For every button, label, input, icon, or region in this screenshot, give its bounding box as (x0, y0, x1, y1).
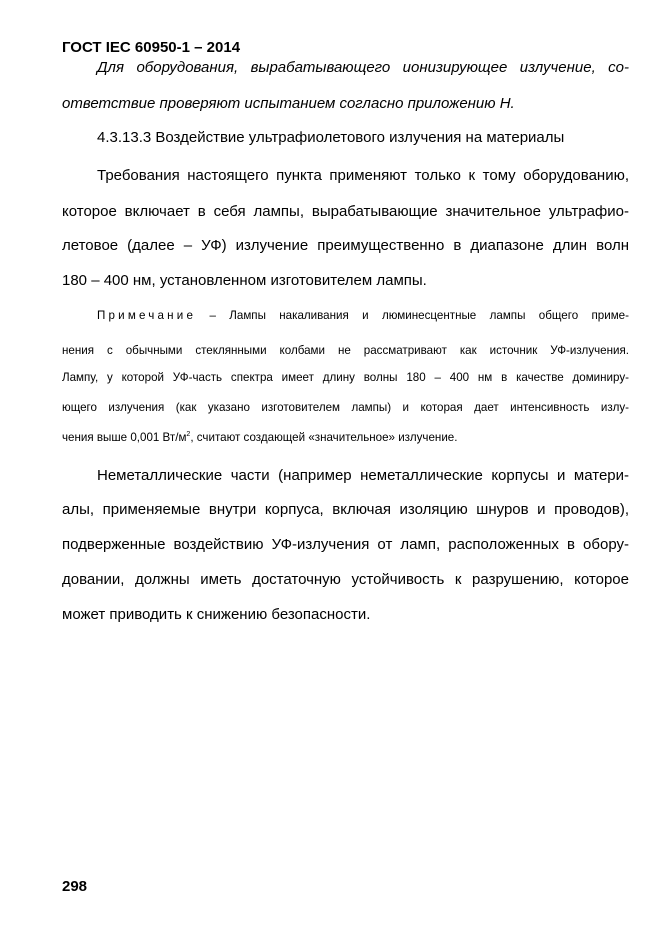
paragraph-2-line-2: которое включает в себя лампы, вырабатывающие значительное ультрафио- (62, 203, 629, 220)
note-line-1-text: – Лампы накаливания и люминесцентные лампы общего приме- (196, 309, 629, 322)
note-label: Примечание (97, 309, 197, 322)
paragraph-3-line-5: может приводить к снижению безопасности. (62, 606, 371, 623)
note-line-4: ющего излучения (как указано изготовителем лампы) и которая дает интенсивность излу- (62, 401, 629, 414)
paragraph-3-line-4: довании, должны иметь достаточную устойчивость к разрушению, которое (62, 571, 629, 588)
document-header: ГОСТ IEC 60950-1 – 2014 (62, 39, 241, 56)
paragraph-1-line-1: Для оборудования, вырабатывающего ионизирующее излучение, со- (97, 59, 629, 76)
note-line-2: нения с обычными стеклянными колбами не рассматривают как источник УФ-излучения. (62, 344, 629, 357)
paragraph-3-line-2: алы, применяемые внутри корпуса, включая изоляцию шнуров и проводов), (62, 501, 629, 518)
note-line-5 (62, 430, 629, 446)
section-heading: 4.3.13.3 Воздействие ультрафиолетового излучения на материалы (97, 129, 565, 146)
paragraph-2-line-1: Требования настоящего пункта применяют только к тому оборудованию, (97, 167, 629, 184)
paragraph-3-line-1: Неметаллические части (например неметаллические корпусы и матери- (97, 467, 629, 484)
superscript-2: 2 (186, 431, 191, 438)
paragraph-2-line-4: 180 – 400 нм, установленном изготовителем лампы. (62, 272, 427, 289)
paragraph-1-line-2: ответствие проверяют испытанием согласно приложению Н. (62, 95, 515, 112)
paragraph-3-line-3: подверженные воздействию УФ-излучения от ламп, расположенных в обору- (62, 536, 629, 553)
note-line-3: Лампу, у которой УФ-часть спектра имеет длину волны 180 – 400 нм в качестве доминиру- (62, 371, 629, 384)
note-line-5-start: чения выше 0,001 Вт/м (62, 431, 187, 444)
paragraph-2-line-3: летовое (далее – УФ) излучение преимущественно в диапазоне длин волн (62, 237, 629, 254)
page-number: 298 (62, 878, 88, 895)
note-line-5-end: , считают создающей «значительное» излучение. (190, 431, 458, 444)
note-line-1 (97, 308, 629, 324)
